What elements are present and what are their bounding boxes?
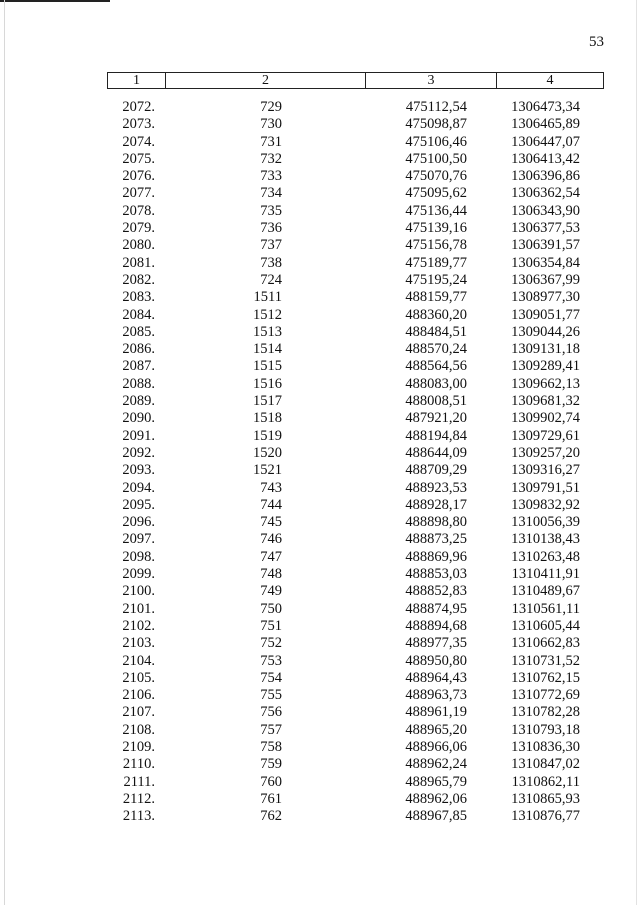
table-cell-col-1: 2078. [122, 202, 155, 219]
table-cell-col-2: 733 [260, 168, 282, 185]
table-cell-col-2: 754 [260, 669, 282, 686]
table-cell-col-3: 488967,85 [405, 808, 467, 825]
table-cell-col-1: 2111. [123, 773, 155, 790]
table-cell-col-1: 2089. [122, 393, 155, 410]
table-cell-col-1: 2106. [122, 687, 155, 704]
table-cell-col-4: 1309289,41 [511, 358, 580, 375]
table-cell-col-1: 2095. [122, 496, 155, 513]
table-cell-col-1: 2086. [122, 341, 155, 358]
table-cell-col-4: 1310263,48 [511, 548, 580, 565]
table-cell-col-4: 1310411,91 [511, 566, 580, 583]
table-cell-col-4: 1310762,15 [511, 669, 580, 686]
table-row [107, 168, 604, 185]
table-cell-col-2: 760 [260, 773, 282, 790]
table-cell-col-2: 745 [260, 514, 282, 531]
table-row [107, 704, 604, 721]
table-cell-col-3: 488966,06 [405, 738, 467, 755]
table-cell-col-3: 488965,79 [405, 773, 467, 790]
table-cell-col-3: 488644,09 [405, 444, 467, 461]
table-row [107, 324, 604, 341]
table-cell-col-1: 2084. [122, 306, 155, 323]
table-cell-col-3: 488194,84 [405, 427, 467, 444]
column-header-4: 4 [546, 73, 554, 88]
table-cell-col-1: 2073. [122, 116, 155, 133]
table-row [107, 687, 604, 704]
table-cell-col-3: 488484,51 [405, 323, 467, 340]
table-cell-col-2: 1521 [253, 462, 282, 479]
table-cell-col-1: 2072. [122, 99, 155, 115]
table-cell-col-2: 731 [260, 133, 282, 150]
table-cell-col-3: 488360,20 [405, 306, 467, 323]
table-cell-col-1: 2107. [122, 704, 155, 721]
table-row [107, 151, 604, 168]
table-cell-col-4: 1309131,18 [511, 341, 580, 358]
table-cell-col-2: 761 [260, 790, 282, 807]
table-cell-col-3: 488008,51 [405, 393, 467, 410]
table-row [107, 410, 604, 427]
table-cell-col-3: 488570,24 [405, 341, 467, 358]
table-cell-col-3: 488853,03 [405, 566, 467, 583]
table-cell-col-4: 1306465,89 [511, 116, 580, 133]
table-cell-col-4: 1309902,74 [511, 410, 580, 427]
table-cell-col-4: 1310847,02 [511, 756, 580, 773]
table-cell-col-4: 1310782,28 [511, 704, 580, 721]
table-cell-col-4: 1306377,53 [511, 220, 580, 237]
table-cell-col-1: 2075. [122, 150, 155, 167]
table-cell-col-1: 2079. [122, 220, 155, 237]
table-cell-col-4: 1308977,30 [511, 289, 580, 306]
table-cell-col-4: 1306354,84 [511, 254, 580, 271]
table-cell-col-1: 2110. [122, 756, 155, 773]
table-cell-col-4: 1310772,69 [511, 687, 580, 704]
table-cell-col-4: 1309662,13 [511, 375, 580, 392]
table-cell-col-1: 2113. [122, 808, 155, 825]
table-cell-col-2: 751 [260, 617, 282, 634]
table-cell-col-2: 750 [260, 600, 282, 617]
table-cell-col-2: 1514 [253, 341, 282, 358]
table-cell-col-3: 475098,87 [405, 116, 467, 133]
table-cell-col-2: 738 [260, 254, 282, 271]
table-cell-col-3: 488709,29 [405, 462, 467, 479]
table-cell-col-3: 488159,77 [405, 289, 467, 306]
table-cell-col-2: 1518 [253, 410, 282, 427]
table-row [107, 531, 604, 548]
table-cell-col-1: 2082. [122, 271, 155, 288]
table-cell-col-2: 753 [260, 652, 282, 669]
table-cell-col-4: 1310836,30 [511, 738, 580, 755]
table-cell-col-2: 1515 [253, 358, 282, 375]
table-row [107, 428, 604, 445]
table-row [107, 358, 604, 375]
table-cell-col-4: 1310605,44 [511, 617, 580, 634]
table-cell-col-1: 2076. [122, 168, 155, 185]
table-row [107, 462, 604, 479]
table-cell-col-4: 1309257,20 [511, 444, 580, 461]
table-cell-col-3: 488894,68 [405, 617, 467, 634]
table-header [107, 72, 604, 89]
table-cell-col-2: 747 [260, 548, 282, 565]
table-cell-col-4: 1309044,26 [511, 323, 580, 340]
table-cell-col-3: 488928,17 [405, 496, 467, 513]
table-cell-col-4: 1310862,11 [511, 773, 580, 790]
table-cell-col-4: 1309681,32 [511, 393, 580, 410]
table-cell-col-4: 1310731,52 [511, 652, 580, 669]
table-cell-col-3: 487921,20 [405, 410, 467, 427]
table-cell-col-1: 2090. [122, 410, 155, 427]
table-cell-col-1: 2103. [122, 635, 155, 652]
table-cell-col-2: 744 [260, 496, 282, 513]
table-body [107, 99, 604, 825]
table-cell-col-3: 488564,56 [405, 358, 467, 375]
table-cell-col-1: 2091. [122, 427, 155, 444]
table-cell-col-1: 2102. [122, 617, 155, 634]
table-cell-col-3: 488964,43 [405, 669, 467, 686]
table-row [107, 774, 604, 791]
table-cell-col-4: 1310489,67 [511, 583, 580, 600]
table-cell-col-1: 2083. [122, 289, 155, 306]
table-cell-col-4: 1310056,39 [511, 514, 580, 531]
table-row [107, 480, 604, 497]
table-cell-col-3: 475100,50 [405, 150, 467, 167]
table-cell-col-4: 1309729,61 [511, 427, 580, 444]
table-cell-col-4: 1306473,34 [511, 99, 580, 115]
table-cell-col-3: 475112,54 [405, 99, 467, 115]
table-row [107, 393, 604, 410]
table-cell-col-3: 475189,77 [405, 254, 467, 271]
table-cell-col-2: 736 [260, 220, 282, 237]
table-row [107, 739, 604, 756]
table-cell-col-4: 1306367,99 [511, 271, 580, 288]
table-cell-col-3: 475136,44 [405, 202, 467, 219]
table-cell-col-1: 2074. [122, 133, 155, 150]
table-cell-col-4: 1306396,86 [511, 168, 580, 185]
table-cell-col-3: 488977,35 [405, 635, 467, 652]
table-row [107, 791, 604, 808]
table-cell-col-1: 2099. [122, 566, 155, 583]
table-cell-col-2: 732 [260, 150, 282, 167]
table-cell-col-4: 1310561,11 [511, 600, 580, 617]
table-cell-col-3: 475070,76 [405, 168, 467, 185]
table-cell-col-3: 488923,53 [405, 479, 467, 496]
table-cell-col-2: 748 [260, 566, 282, 583]
table-row [107, 722, 604, 739]
table-cell-col-4: 1310662,83 [511, 635, 580, 652]
table-row [107, 566, 604, 583]
table-cell-col-4: 1306391,57 [511, 237, 580, 254]
table-cell-col-2: 1516 [253, 375, 282, 392]
column-header-3: 3 [366, 73, 497, 88]
table-cell-col-3: 475156,78 [405, 237, 467, 254]
table-row [107, 635, 604, 652]
table-row [107, 99, 604, 116]
table-row [107, 445, 604, 462]
table-cell-col-2: 735 [260, 202, 282, 219]
table-cell-col-2: 759 [260, 756, 282, 773]
table-cell-col-2: 752 [260, 635, 282, 652]
table-cell-col-2: 762 [260, 808, 282, 825]
scan-artifact-line [0, 0, 110, 2]
table-row [107, 185, 604, 202]
table-cell-col-3: 488961,19 [405, 704, 467, 721]
column-header-1: 1 [108, 73, 166, 88]
table-cell-col-1: 2112. [122, 790, 155, 807]
scan-edge-left [4, 0, 5, 905]
table-cell-col-4: 1310876,77 [511, 808, 580, 825]
table-cell-col-4: 1309051,77 [511, 306, 580, 323]
table-cell-col-4: 1306413,42 [511, 150, 580, 167]
table-cell-col-1: 2094. [122, 479, 155, 496]
table-row [107, 376, 604, 393]
table-row [107, 307, 604, 324]
table-cell-col-1: 2096. [122, 514, 155, 531]
table-row [107, 134, 604, 151]
table-row [107, 341, 604, 358]
table-row [107, 203, 604, 220]
table-row [107, 808, 604, 825]
table-cell-col-2: 724 [260, 271, 282, 288]
table-cell-col-4: 1306343,90 [511, 202, 580, 219]
table-row [107, 653, 604, 670]
table-row [107, 583, 604, 600]
table-cell-col-3: 488869,96 [405, 548, 467, 565]
table-cell-col-3: 488852,83 [405, 583, 467, 600]
table-cell-col-2: 749 [260, 583, 282, 600]
table-cell-col-2: 729 [260, 99, 282, 115]
table-cell-col-3: 488898,80 [405, 514, 467, 531]
table-row [107, 237, 604, 254]
table-cell-col-1: 2108. [122, 721, 155, 738]
table-cell-col-2: 758 [260, 738, 282, 755]
table-cell-col-3: 475195,24 [405, 271, 467, 288]
table-cell-col-1: 2088. [122, 375, 155, 392]
column-header-2: 2 [166, 73, 366, 88]
table-cell-col-3: 488965,20 [405, 721, 467, 738]
table-cell-col-4: 1310793,18 [511, 721, 580, 738]
table-cell-col-4: 1309832,92 [511, 496, 580, 513]
table-row [107, 618, 604, 635]
table-cell-col-2: 737 [260, 237, 282, 254]
table-cell-col-4: 1306362,54 [511, 185, 580, 202]
table-cell-col-1: 2077. [122, 185, 155, 202]
table-cell-col-2: 746 [260, 531, 282, 548]
table-row [107, 116, 604, 133]
table-cell-col-1: 2104. [122, 652, 155, 669]
table-cell-col-2: 743 [260, 479, 282, 496]
table-cell-col-1: 2105. [122, 669, 155, 686]
table-cell-col-2: 1517 [253, 393, 282, 410]
scan-edge-right [636, 0, 637, 905]
table-row [107, 549, 604, 566]
table-cell-col-2: 1512 [253, 306, 282, 323]
table-cell-col-3: 488962,06 [405, 790, 467, 807]
table-row [107, 497, 604, 514]
table-row [107, 670, 604, 687]
table-cell-col-1: 2109. [122, 738, 155, 755]
table-cell-col-3: 475139,16 [405, 220, 467, 237]
table-cell-col-2: 1513 [253, 323, 282, 340]
table-row [107, 514, 604, 531]
table-cell-col-3: 488873,25 [405, 531, 467, 548]
table-cell-col-2: 730 [260, 116, 282, 133]
table-cell-col-1: 2098. [122, 548, 155, 565]
table-row [107, 272, 604, 289]
table-cell-col-1: 2080. [122, 237, 155, 254]
table-row [107, 255, 604, 272]
table-cell-col-2: 1520 [253, 444, 282, 461]
table-cell-col-2: 1511 [253, 289, 282, 306]
table-cell-col-4: 1306447,07 [511, 133, 580, 150]
table-row [107, 289, 604, 306]
table-cell-col-3: 488083,00 [405, 375, 467, 392]
table-cell-col-2: 757 [260, 721, 282, 738]
page-number: 53 [589, 34, 604, 50]
table-cell-col-3: 488874,95 [405, 600, 467, 617]
table-cell-col-1: 2097. [122, 531, 155, 548]
table-cell-col-3: 475095,62 [405, 185, 467, 202]
table-cell-col-1: 2092. [122, 444, 155, 461]
table-cell-col-2: 1519 [253, 427, 282, 444]
table-cell-col-4: 1310865,93 [511, 790, 580, 807]
table-cell-col-2: 755 [260, 687, 282, 704]
table-cell-col-2: 756 [260, 704, 282, 721]
table-cell-col-4: 1309316,27 [511, 462, 580, 479]
table-cell-col-1: 2100. [122, 583, 155, 600]
table-cell-col-4: 1309791,51 [511, 479, 580, 496]
table-cell-col-3: 475106,46 [405, 133, 467, 150]
table-cell-col-3: 488963,73 [405, 687, 467, 704]
table-row [107, 756, 604, 773]
table-cell-col-1: 2081. [122, 254, 155, 271]
table-cell-col-4: 1310138,43 [511, 531, 580, 548]
table-cell-col-3: 488950,80 [405, 652, 467, 669]
table-row [107, 601, 604, 618]
table-cell-col-1: 2087. [122, 358, 155, 375]
table-row [107, 220, 604, 237]
table-cell-col-1: 2101. [122, 600, 155, 617]
table-cell-col-1: 2085. [122, 323, 155, 340]
table-cell-col-3: 488962,24 [405, 756, 467, 773]
table-cell-col-1: 2093. [122, 462, 155, 479]
table-cell-col-2: 734 [260, 185, 282, 202]
